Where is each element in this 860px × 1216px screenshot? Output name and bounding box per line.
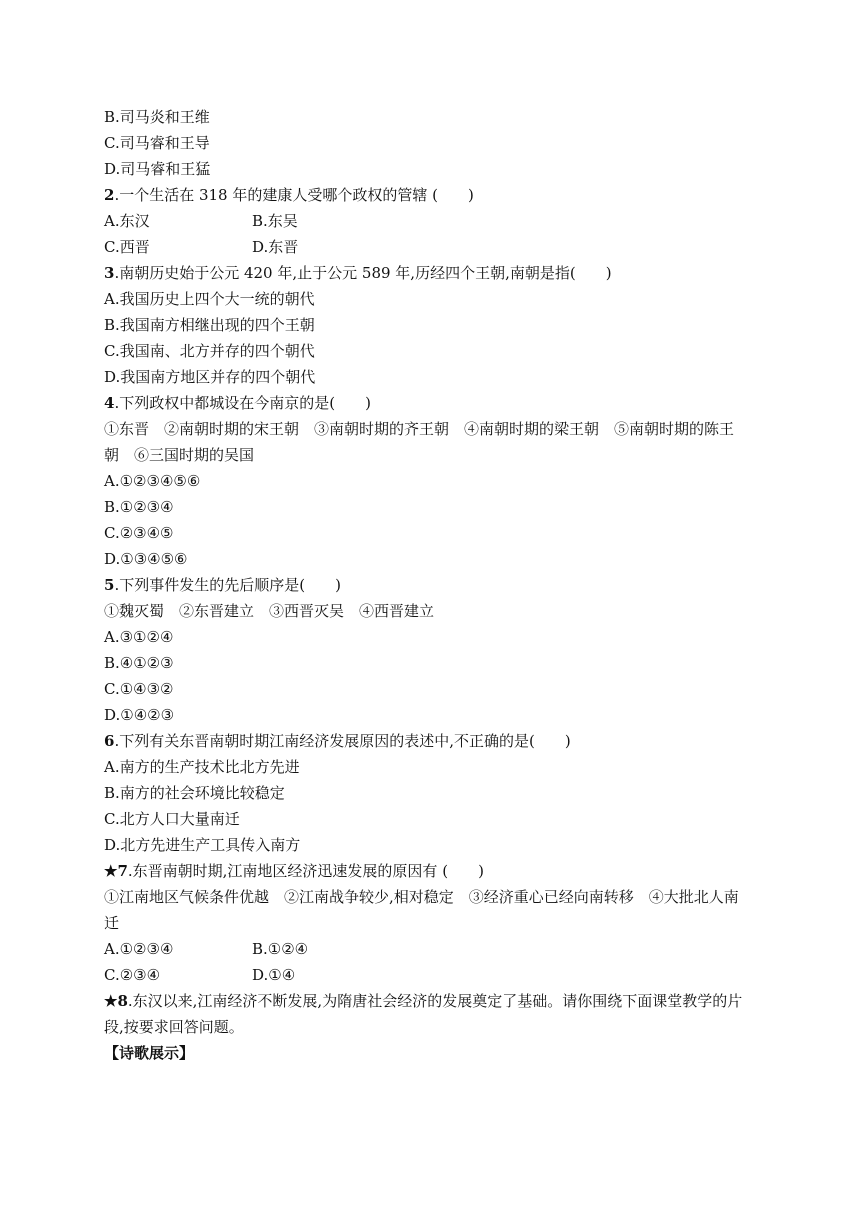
q5-option-c: C.①④③② bbox=[104, 680, 174, 698]
q6-stem-close: ) bbox=[564, 732, 571, 750]
q2-option-b: B.东吴 bbox=[252, 212, 298, 230]
q7-option-b: B.①②④ bbox=[252, 940, 309, 958]
q6-option-a: A.南方的生产技术比北方先进 bbox=[104, 758, 300, 776]
q2-stem-text: .一个生活在 318 年的建康人受哪个政权的管辖 ( bbox=[114, 186, 438, 204]
q5-option-b: B.④①②③ bbox=[104, 654, 174, 672]
q4-option-d: D.①③④⑤⑥ bbox=[104, 550, 188, 568]
q6-stem-text: .下列有关东晋南朝时期江南经济发展原因的表述中,不正确的是( bbox=[114, 732, 535, 750]
q8-number: ★8 bbox=[104, 992, 128, 1010]
q7-options-row-2 bbox=[104, 962, 764, 988]
q5-stem-text: .下列事件发生的先后顺序是( bbox=[114, 576, 306, 594]
q8-stem-line-2: 段,按要求回答问题。 bbox=[104, 1018, 244, 1036]
q3-option-b: B.我国南方相继出现的四个王朝 bbox=[104, 316, 315, 334]
q5-items: ①魏灭蜀 ②东晋建立 ③西晋灭吴 ④西晋建立 bbox=[104, 602, 435, 620]
q7-option-d: D.①④ bbox=[252, 966, 296, 984]
q3-number: 3 bbox=[104, 264, 115, 282]
q6-option-c: C.北方人口大量南迁 bbox=[104, 810, 240, 828]
q4-number: 4 bbox=[104, 394, 115, 412]
q7-options-row-1 bbox=[104, 936, 764, 962]
q7-items-line-1: ①江南地区气候条件优越 ②江南战争较少,相对稳定 ③经济重心已经向南转移 ④大批北人南 bbox=[104, 888, 739, 906]
q3-stem-close: ) bbox=[605, 264, 612, 282]
q7-option-a: A.①②③④ bbox=[104, 940, 174, 958]
q7-items-line-2: 迁 bbox=[104, 914, 120, 932]
q8-stem-line-1 bbox=[104, 988, 764, 1014]
q7-number: ★7 bbox=[104, 862, 128, 880]
q4-option-c: C.②③④⑤ bbox=[104, 524, 174, 542]
q5-option-a: A.③①②④ bbox=[104, 628, 174, 646]
q5-stem-close: ) bbox=[335, 576, 341, 594]
q6-option-d: D.北方先进生产工具传入南方 bbox=[104, 836, 301, 854]
q4-option-a: A.①②③④⑤⑥ bbox=[104, 472, 201, 490]
q6-option-b: B.南方的社会环境比较稳定 bbox=[104, 784, 285, 802]
q2-option-a: A.东汉 bbox=[104, 212, 150, 230]
q4-option-b: B.①②③④ bbox=[104, 498, 174, 516]
q7-stem bbox=[104, 858, 764, 884]
q2-stem bbox=[104, 182, 764, 208]
q6-number: 6 bbox=[104, 732, 115, 750]
q7-option-c: C.②③④ bbox=[104, 966, 161, 984]
q8-section-heading: 【诗歌展示】 bbox=[104, 1044, 195, 1062]
q8-stem-text: .东汉以来,江南经济不断发展,为隋唐社会经济的发展奠定了基础。请你围绕下面课堂教学的片 bbox=[127, 992, 743, 1010]
q5-number: 5 bbox=[104, 576, 115, 594]
q2-options-row-2 bbox=[104, 234, 764, 260]
q1-option-b: B.司马炎和王维 bbox=[104, 108, 210, 126]
q4-stem-close: ) bbox=[365, 394, 371, 412]
q4-stem-text: .下列政权中都城设在今南京的是( bbox=[114, 394, 336, 412]
q4-items-line-2: 朝 ⑥三国时期的吴国 bbox=[104, 446, 255, 464]
q4-stem bbox=[104, 390, 764, 416]
q5-stem bbox=[104, 572, 764, 598]
q3-stem bbox=[104, 260, 764, 286]
q1-option-d: D.司马睿和王猛 bbox=[104, 160, 211, 178]
q1-option-c: C.司马睿和王导 bbox=[104, 134, 210, 152]
q6-stem bbox=[104, 728, 764, 754]
q7-stem-text: .东晋南朝时期,江南地区经济迅速发展的原因有 ( bbox=[127, 862, 449, 880]
q3-option-a: A.我国历史上四个大一统的朝代 bbox=[104, 290, 315, 308]
q7-stem-close: ) bbox=[478, 862, 484, 880]
q4-items-line-1: ①东晋 ②南朝时期的宋王朝 ③南朝时期的齐王朝 ④南朝时期的梁王朝 ⑤南朝时期的陈王 bbox=[104, 420, 735, 438]
q2-number: 2 bbox=[104, 186, 115, 204]
q2-option-c: C.西晋 bbox=[104, 238, 150, 256]
q5-option-d: D.①④②③ bbox=[104, 706, 175, 724]
q2-options-row-1 bbox=[104, 208, 764, 234]
q2-stem-close: ) bbox=[468, 186, 474, 204]
q2-option-d: D.东晋 bbox=[252, 238, 299, 256]
q3-stem-text: .南朝历史始于公元 420 年,止于公元 589 年,历经四个王朝,南朝是指( bbox=[114, 264, 576, 282]
q3-option-d: D.我国南方地区并存的四个朝代 bbox=[104, 368, 316, 386]
document-page bbox=[104, 104, 764, 1066]
q3-option-c: C.我国南、北方并存的四个朝代 bbox=[104, 342, 315, 360]
